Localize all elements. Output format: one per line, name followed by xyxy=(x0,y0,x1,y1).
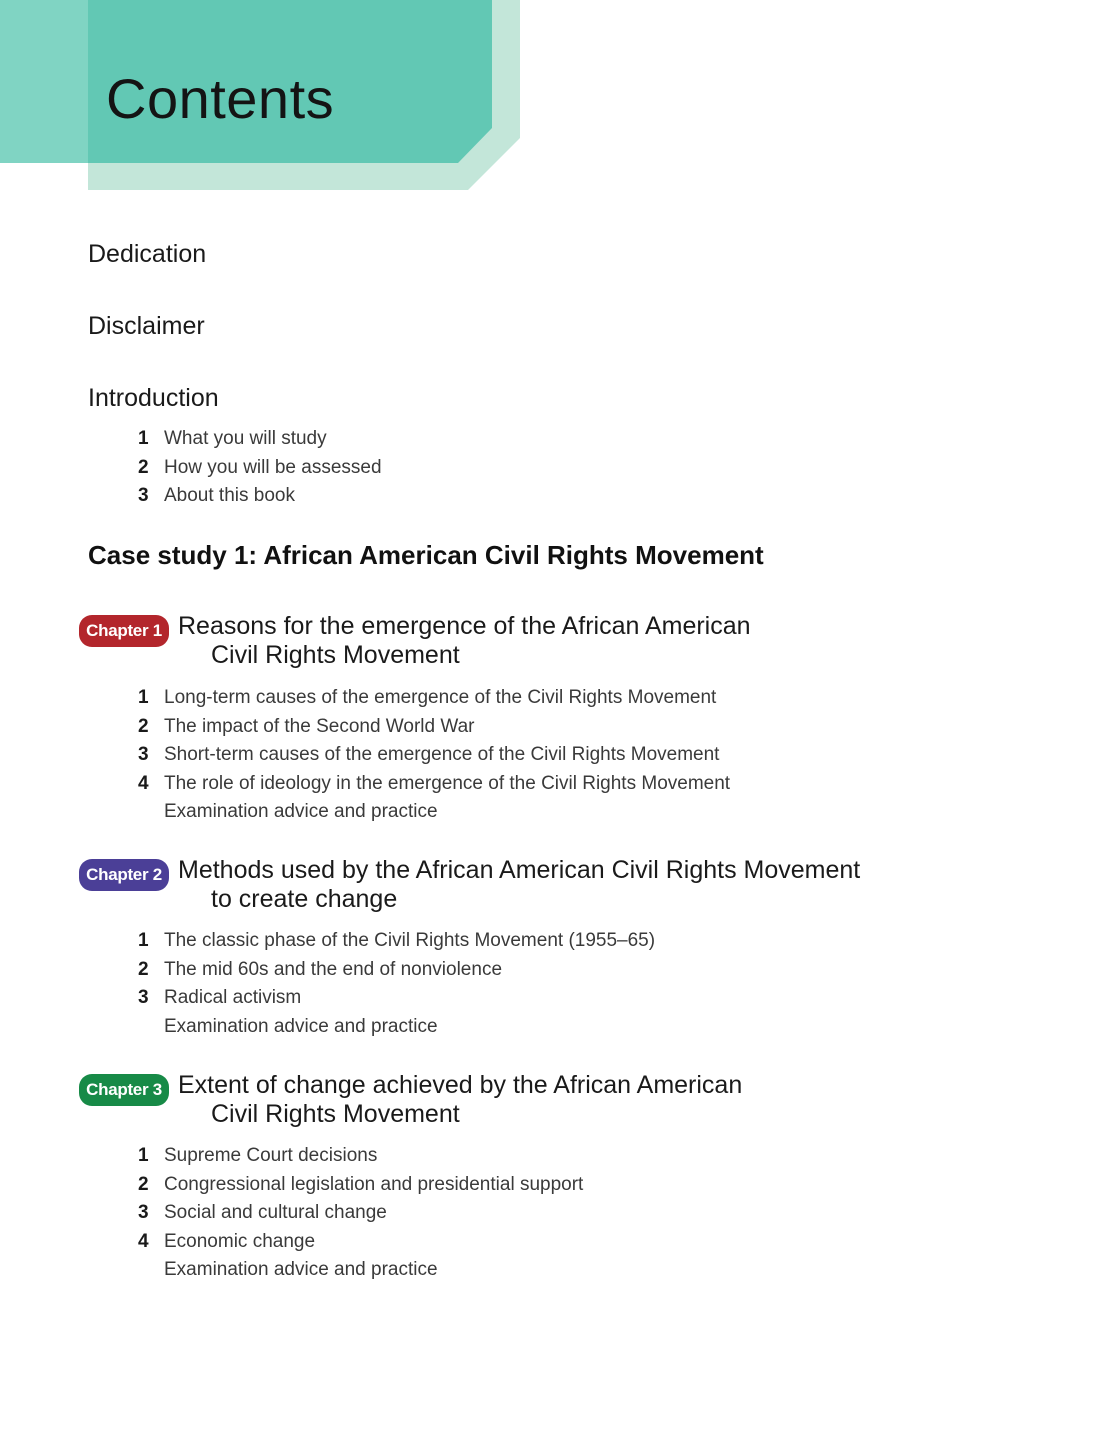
chapter-title-line-1: Extent of change achieved by the African American xyxy=(178,1071,743,1099)
item-number: 1 xyxy=(138,930,149,951)
item-title: Congressional legislation and presidential support xyxy=(164,1173,584,1195)
toc-item[interactable] xyxy=(138,984,655,1013)
item-number: 1 xyxy=(138,687,149,708)
toc-item[interactable] xyxy=(138,684,730,713)
item-number: 2 xyxy=(138,715,149,737)
toc-item[interactable] xyxy=(138,1199,583,1228)
chapter-title-line-2: Civil Rights Movement xyxy=(211,641,460,669)
toc-dedication[interactable]: Dedication xyxy=(88,240,207,268)
item-number: 3 xyxy=(138,1202,149,1224)
toc-item[interactable] xyxy=(138,1228,583,1257)
chapter-3-list xyxy=(138,1142,583,1285)
item-title: Short-term causes of the emergence of the Civil Rights Movement xyxy=(164,744,720,766)
item-number: 4 xyxy=(138,1230,149,1252)
toc-item[interactable] xyxy=(138,454,382,483)
chapter-title xyxy=(178,856,860,914)
item-number: 2 xyxy=(138,456,149,478)
item-number: 1 xyxy=(138,428,149,449)
toc-disclaimer[interactable]: Disclaimer xyxy=(88,312,205,340)
chapter-title xyxy=(178,1071,742,1129)
item-number: 2 xyxy=(138,1173,149,1195)
item-title: The classic phase of the Civil Rights Movement (1955–65) xyxy=(164,930,656,951)
item-title: How you will be assessed xyxy=(164,456,382,478)
chapter-badge: Chapter 1 xyxy=(79,615,169,647)
toc-item[interactable] xyxy=(138,770,730,799)
case-study-title: Case study 1: African American Civil Rights Movement xyxy=(88,540,764,570)
chapter-badge: Chapter 3 xyxy=(79,1074,169,1106)
toc-item[interactable] xyxy=(138,956,655,985)
item-title: Examination advice and practice xyxy=(164,1259,438,1281)
chapter-1-list xyxy=(138,684,730,827)
chapter-title-line-2: to create change xyxy=(211,885,398,913)
page-title: Contents xyxy=(106,67,335,130)
toc-item[interactable] xyxy=(138,741,730,770)
toc-item[interactable] xyxy=(138,927,655,956)
item-title: Radical activism xyxy=(164,987,302,1009)
introduction-list xyxy=(138,425,382,511)
item-title: The impact of the Second World War xyxy=(164,715,475,737)
toc-item[interactable] xyxy=(138,482,382,511)
toc-item[interactable] xyxy=(138,798,730,827)
item-title: The mid 60s and the end of nonviolence xyxy=(164,958,503,980)
item-title: About this book xyxy=(164,485,295,507)
chapter-title-line-2: Civil Rights Movement xyxy=(211,1100,460,1128)
item-title: Supreme Court decisions xyxy=(164,1145,378,1166)
item-number: 3 xyxy=(138,485,149,507)
item-title: Examination advice and practice xyxy=(164,1015,438,1037)
item-title: The role of ideology in the emergence of the Civil Rights Movement xyxy=(164,772,731,794)
item-title: Social and cultural change xyxy=(164,1202,387,1224)
toc-item[interactable] xyxy=(138,1013,655,1042)
item-number: 1 xyxy=(138,1145,149,1166)
toc-item[interactable] xyxy=(138,1171,583,1200)
item-number: 4 xyxy=(138,772,149,794)
toc-item[interactable] xyxy=(138,713,730,742)
chapter-badge: Chapter 2 xyxy=(79,859,169,891)
item-number: 3 xyxy=(138,744,149,766)
chapter-2-list xyxy=(138,927,655,1041)
toc-item[interactable] xyxy=(138,425,382,454)
item-title: Long-term causes of the emergence of the Civil Rights Movement xyxy=(164,687,717,708)
toc-item[interactable] xyxy=(138,1256,583,1285)
chapter-title xyxy=(178,612,751,670)
toc-item[interactable] xyxy=(138,1142,583,1171)
item-title: Economic change xyxy=(164,1230,316,1252)
item-title: Examination advice and practice xyxy=(164,801,438,823)
item-number: 3 xyxy=(138,987,149,1009)
item-title: What you will study xyxy=(164,428,327,449)
chapter-title-line-1: Reasons for the emergence of the African American xyxy=(178,612,751,640)
toc-introduction[interactable]: Introduction xyxy=(88,384,219,412)
chapter-title-line-1: Methods used by the African American Civil Rights Movement xyxy=(178,856,861,884)
item-number: 2 xyxy=(138,958,149,980)
